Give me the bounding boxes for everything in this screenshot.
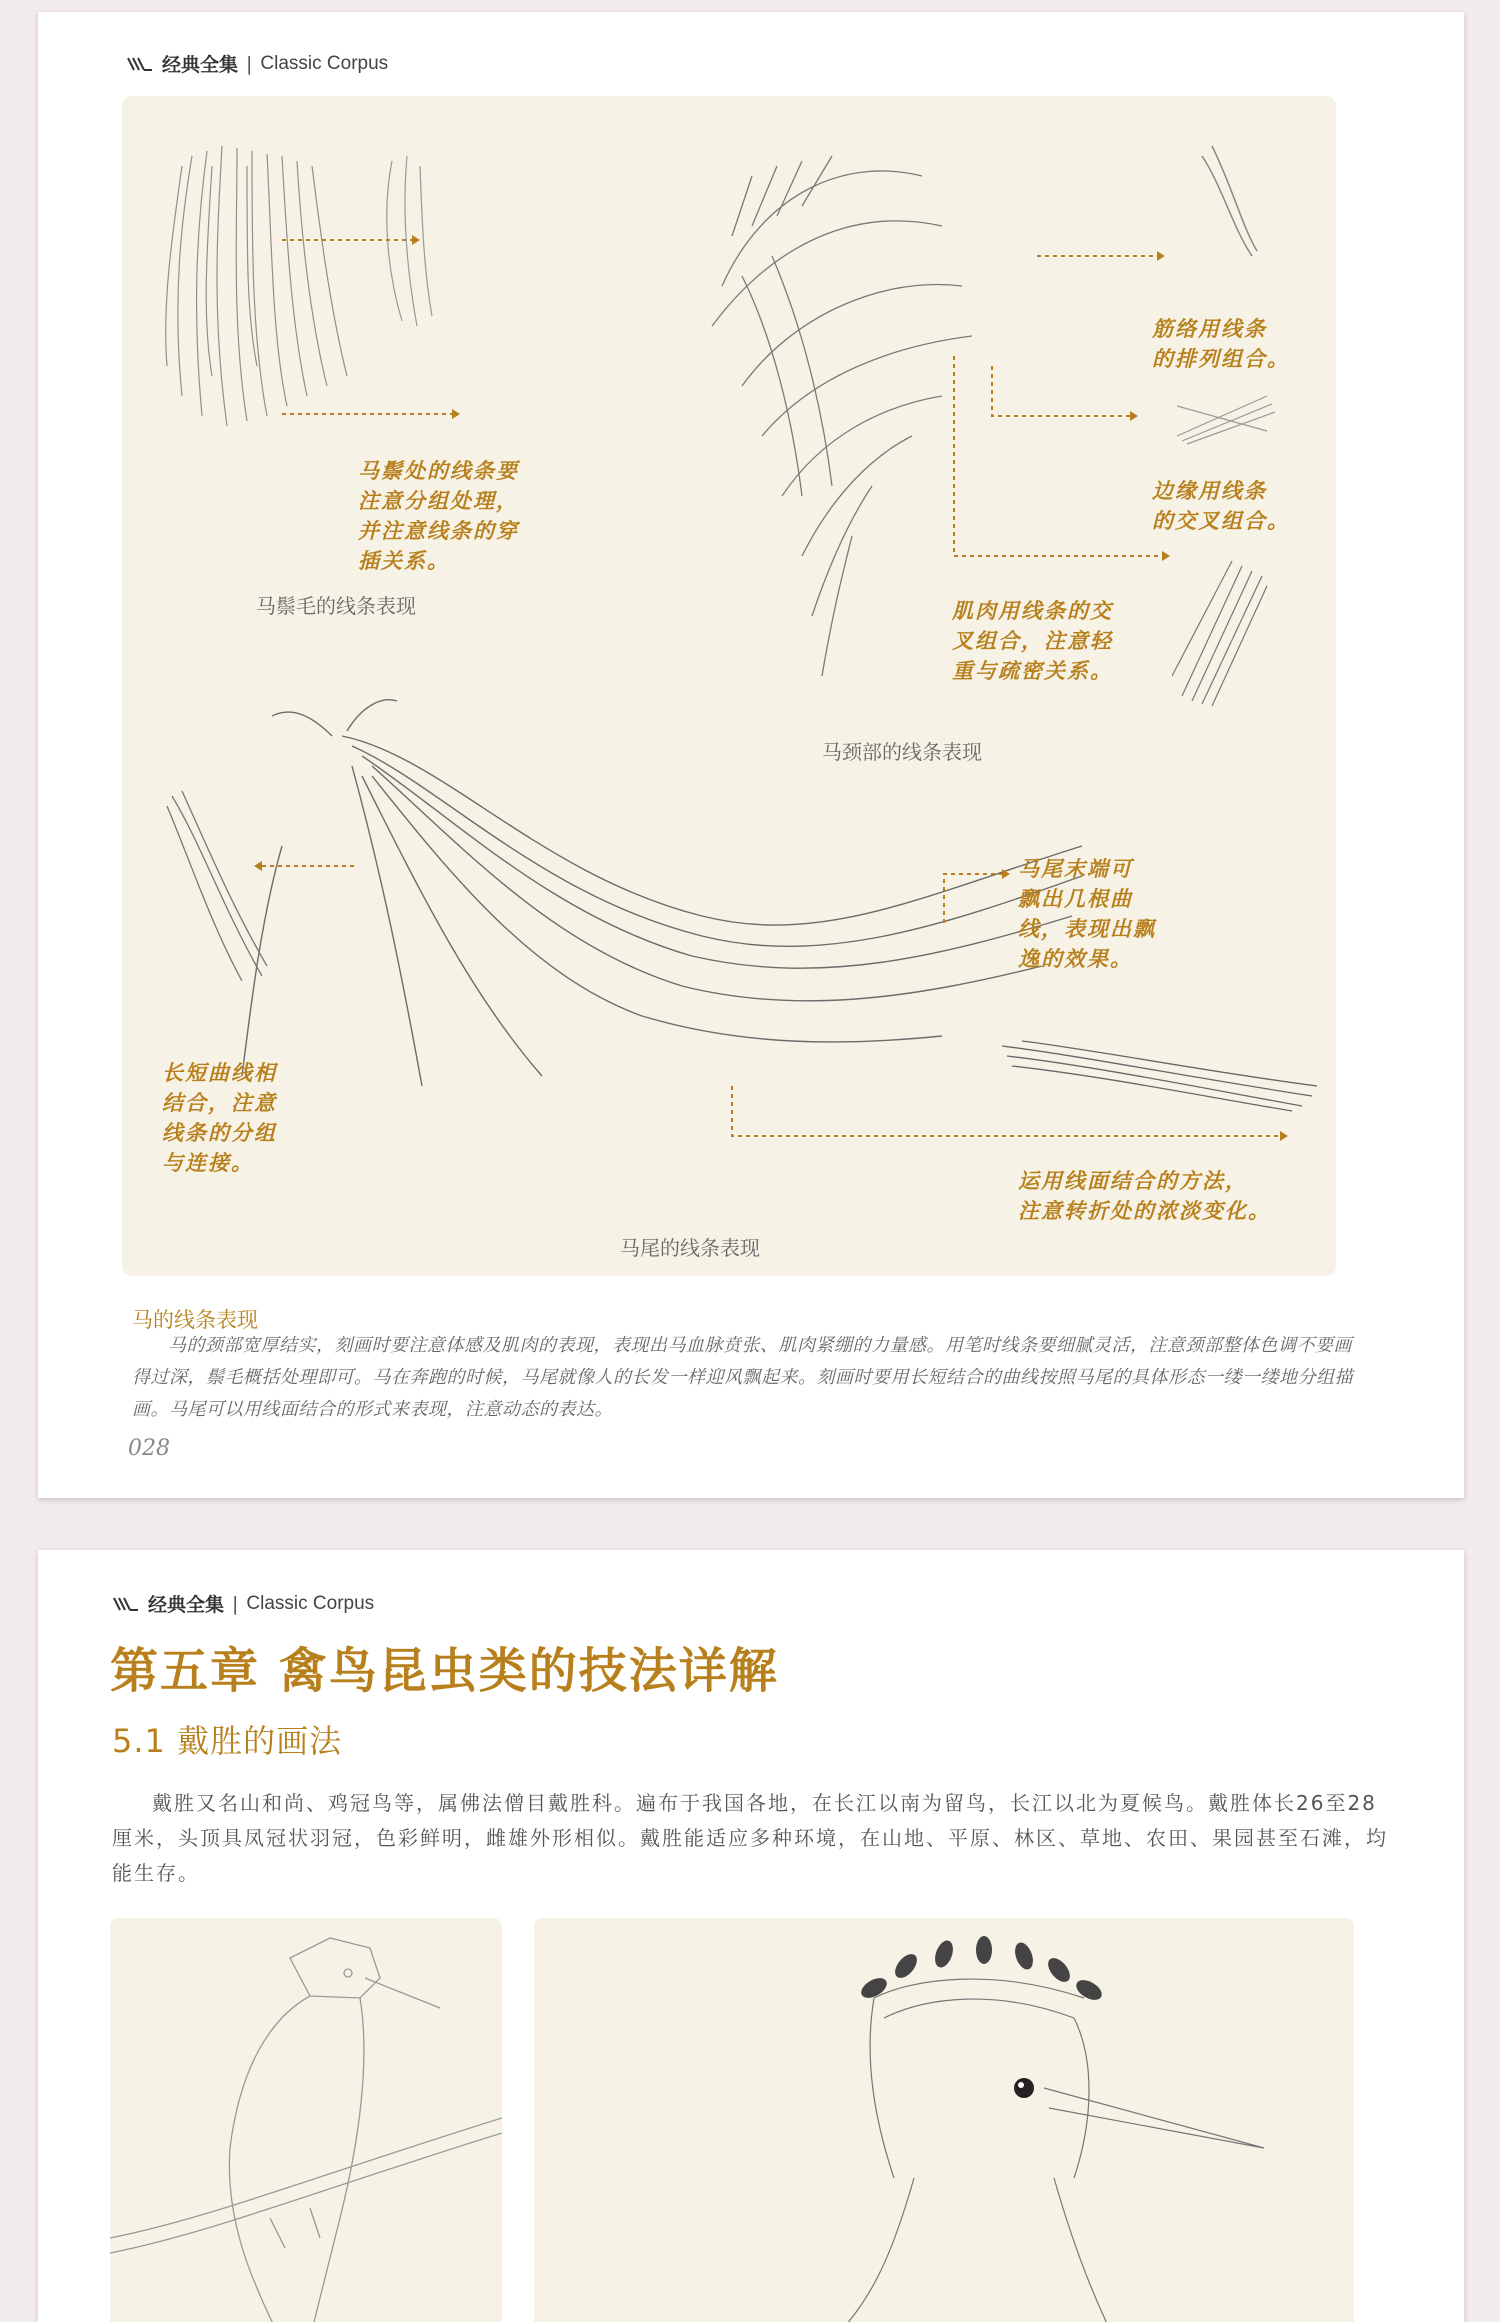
caption-tail: 马尾的线条表现 xyxy=(620,1236,760,1260)
page-header xyxy=(126,50,388,77)
brand-name: 经典全集 xyxy=(162,54,239,76)
note-muscle: 肌肉用线条的交 叉组合，注意轻 重与疏密关系。 xyxy=(952,598,1113,683)
body-paragraph: 马的颈部宽厚结实，刻画时要注意体感及肌肉的表现，表现出马血脉贲张、肌肉紧绷的力量感。用笔时线条要细腻灵活，注意颈部整体色调不要画得过深，鬃毛概括处理即可。马在奔跑的时候，马尾就像人的长发一样迎风飘起来。刻画时要用长短结合的曲线按照马尾的具体形态一缕一缕地分组描画。马尾可以用线面结合的形式来表现，注意动态的表达。 xyxy=(132,1335,1353,1420)
chapter-title: 第五章 禽鸟昆虫类的技法详解 xyxy=(110,1643,779,1699)
note-mane: 马鬃处的线条要 注意分组处理， 并注意线条的穿 插关系。 xyxy=(358,458,519,573)
arrow-curve xyxy=(252,860,362,872)
note-tendon: 筋络用线条 的排列组合。 xyxy=(1152,316,1290,371)
brand-name: 经典全集 xyxy=(148,1594,225,1616)
section-caption: 马的线条表现 xyxy=(132,1308,258,1332)
brand-name-en: Classic Corpus xyxy=(246,1592,375,1614)
book-logo-icon xyxy=(112,1596,140,1612)
hoopoe-detailed-sketch xyxy=(534,1918,1354,2322)
hoopoe-outline-card xyxy=(110,1918,502,2322)
note-curve: 长短曲线相 结合，注意 线条的分组 与连接。 xyxy=(162,1060,277,1175)
tail-curve-detail-sketch xyxy=(162,786,272,986)
note-line-face: 运用线面结合的方法， 注意转折处的浓淡变化。 xyxy=(1018,1168,1271,1223)
hoopoe-detailed-card xyxy=(534,1918,1354,2322)
arrow-mane-bottom xyxy=(282,408,462,420)
horse-line-figure-panel xyxy=(122,96,1336,1276)
header-separator: | xyxy=(232,1592,239,1615)
mane-sketch xyxy=(152,136,372,436)
brand-name-en: Classic Corpus xyxy=(260,52,389,74)
caption-neck: 马颈部的线条表现 xyxy=(822,740,982,764)
note-tail-end: 马尾末端可 飘出几根曲 线，表现出飘 逸的效果。 xyxy=(1018,856,1156,971)
book-page-028 xyxy=(38,12,1464,1498)
arrow-tendon xyxy=(1037,250,1167,262)
hoopoe-outline-sketch xyxy=(110,1918,502,2322)
page-number: 028 xyxy=(128,1436,170,1461)
intro-paragraph: 戴胜又名山和尚、鸡冠鸟等，属佛法僧目戴胜科。遍布于我国各地，在长江以南为留鸟，长江以北为夏候鸟。戴胜体长26至28厘米，头顶具凤冠状羽冠，色彩鲜明，雌雄外形相似。戴胜能适应多种环境，在山地、平原、林区、草地、农田、果园甚至石滩，均能生存。 xyxy=(112,1791,1388,1885)
section-title: 5.1 戴胜的画法 xyxy=(112,1722,343,1760)
book-page-chapter-5 xyxy=(38,1550,1464,2322)
edge-detail-sketch xyxy=(1177,386,1277,446)
book-logo-icon xyxy=(126,56,154,72)
caption-mane: 马鬃毛的线条表现 xyxy=(256,594,416,618)
arrow-mane-top xyxy=(282,234,422,246)
tendon-detail-sketch xyxy=(1192,146,1262,266)
arrow-muscle xyxy=(952,356,1172,576)
arrow-line-face xyxy=(730,1086,1290,1146)
header-separator: | xyxy=(246,52,253,75)
page-header xyxy=(112,1590,374,1617)
arrow-tail-end xyxy=(942,868,1012,928)
muscle-detail-sketch xyxy=(1172,556,1272,706)
note-edge: 边缘用线条 的交叉组合。 xyxy=(1152,478,1290,533)
